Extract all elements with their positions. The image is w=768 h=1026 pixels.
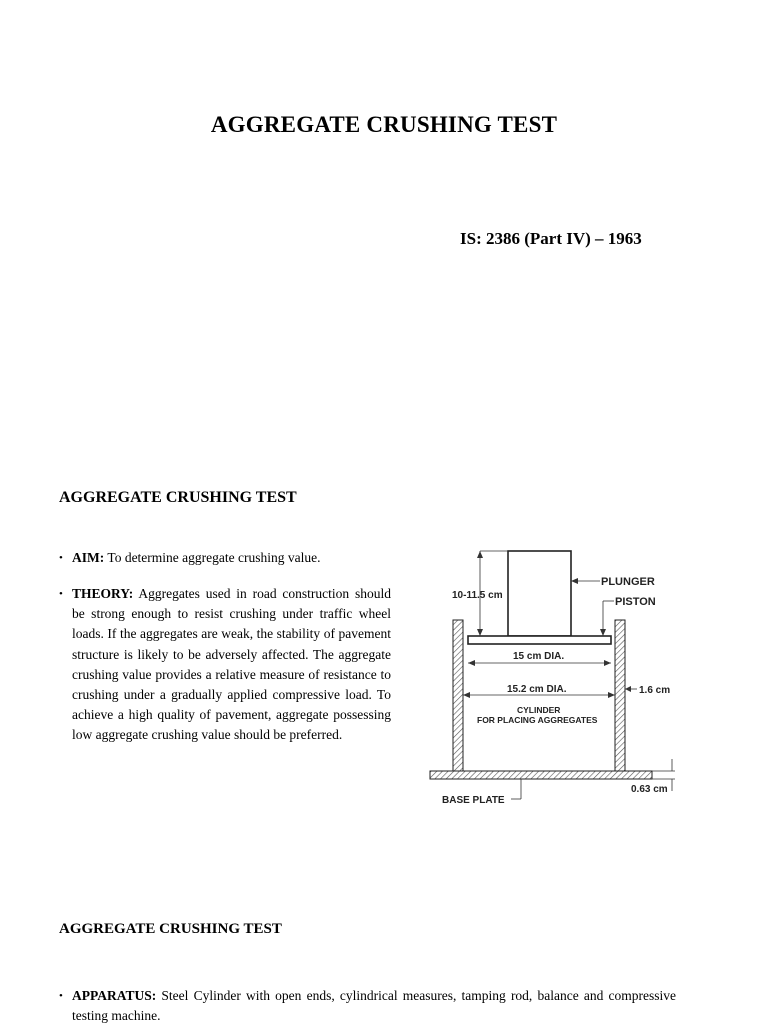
theory-text: Aggregates used in road construction should be strong enough to resist crushing under traffic wheel loads. If the aggregates are weak, the stability of pavement structure is likely to be adversely affected. The aggregate crushing value provides a relative measure of resistance to crushing under a gradually applied compressive load. To achieve a high quality of pavement, aggregate possessing low aggregate crushing value should be preferred. [72,586,391,743]
piston-dia-label: 15 cm DIA. [513,651,565,662]
slide3-heading: AGGREGATE CRUSHING TEST [59,921,282,937]
cylinder-label: CYLINDER [517,705,561,715]
bullet-dot: • [59,552,63,564]
cylinder-right-wall [615,620,625,771]
cylinder-dia-label: 15.2 cm DIA. [507,684,567,695]
apparatus-label: APPARATUS: [72,988,157,1003]
piston [468,636,611,644]
aim-text: To determine aggregate crushing value. [107,550,321,565]
standard-code: IS: 2386 (Part IV) – 1963 [460,229,642,248]
cylinder-purpose-label: FOR PLACING AGGREGATES [477,715,598,725]
apparatus-text: Steel Cylinder with open ends, cylindrical measures, tamping rod, balance and compressive testing machine. [72,988,677,1024]
theory-label: THEORY: [72,586,134,601]
aim-bullet [59,548,391,568]
crushing-apparatus-diagram [425,545,687,810]
height-label: 10-11.5 cm [452,590,503,601]
slide2-heading: AGGREGATE CRUSHING TEST [59,489,297,506]
base-thickness-label: 0.63 cm [631,784,668,795]
piston-label: PISTON [615,596,656,608]
theory-bullet [59,584,391,746]
bullet-dot: • [59,990,63,1002]
bullet-dot: • [59,588,63,600]
cylinder-left-wall [453,620,463,771]
plunger-label: PLUNGER [601,576,655,588]
aim-label: AIM: [72,550,105,565]
base-plate [430,771,652,779]
slide1-title: AGGREGATE CRUSHING TEST [210,112,558,137]
plunger [508,551,571,636]
wall-thickness-label: 1.6 cm [639,685,671,696]
base-plate-label: BASE PLATE [442,795,505,806]
apparatus-bullet [59,986,676,1026]
